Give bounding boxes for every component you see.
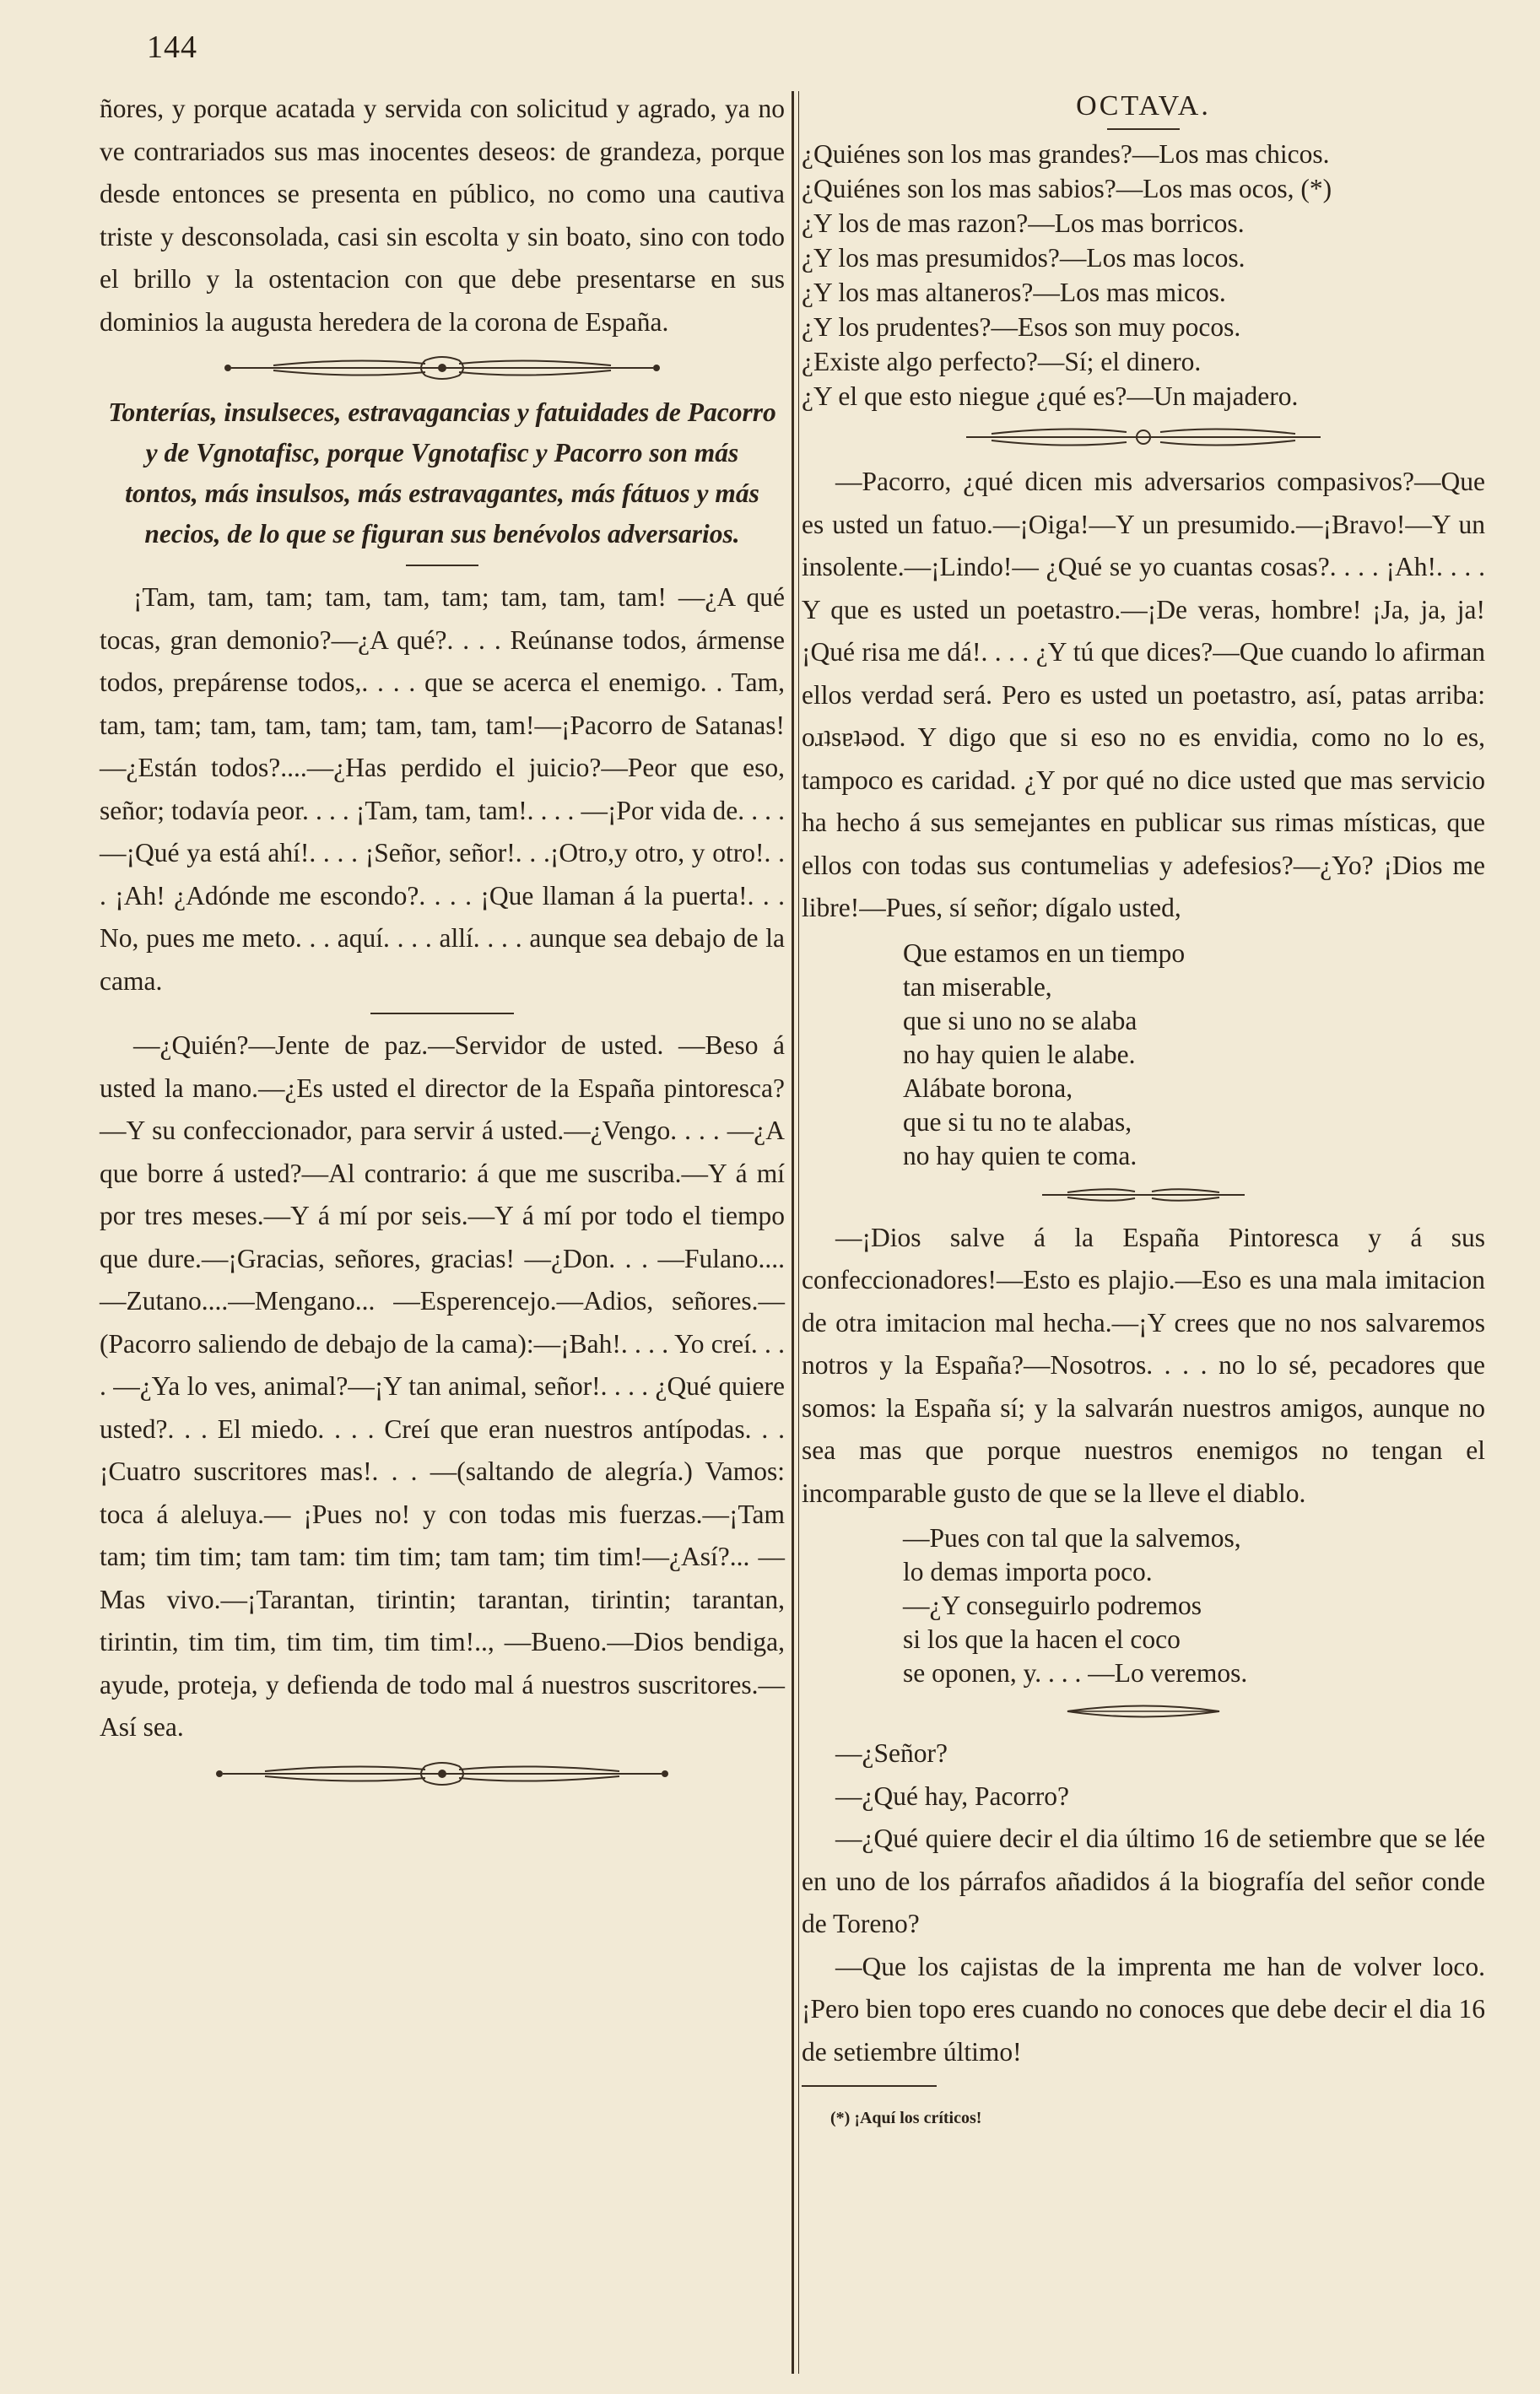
- verse-line: que si tu no te alabas,: [903, 1106, 1132, 1137]
- page-number: 144: [147, 30, 197, 65]
- short-rule: [1107, 128, 1180, 130]
- stanza-line: ¿Y los de mas razon?—Los mas borricos.: [802, 208, 1245, 238]
- stanza-line: ¿Y los mas altaneros?—Los mas micos.: [802, 278, 1226, 307]
- dialogue-line: —¿Qué quiere decir el dia último 16 de setiembre que se lée en uno de los párrafos añadidos á la biografía del señor conde de Toreno?: [802, 1824, 1485, 1938]
- stanza-line: ¿Y los mas presumidos?—Los mas locos.: [802, 243, 1246, 273]
- verse-line: si los que la hacen el coco: [903, 1624, 1181, 1654]
- dialogue-line: —Que los cajistas de la imprenta me han de volver loco. ¡Pero bien topo eres cuando no conoces que debe decir el dia 16 de setiembre último!: [802, 1951, 1485, 2067]
- footnote: (*) ¡Aquí los críticos!: [830, 2109, 982, 2127]
- octava-heading: OCTAVA.: [1076, 90, 1211, 122]
- verse-line: se oponen, y. . . . —Lo veremos.: [903, 1658, 1248, 1688]
- verse-line: no hay quien le alabe.: [903, 1039, 1136, 1069]
- short-rule: [406, 565, 478, 566]
- ornament-divider: [223, 355, 662, 381]
- verse-line: tan miserable,: [903, 971, 1052, 1002]
- dialogue-line: —¿Qué hay, Pacorro?: [835, 1781, 1069, 1811]
- verse-line: no hay quien te coma.: [903, 1140, 1137, 1170]
- verse-line: —Pues con tal que la salvemos,: [903, 1523, 1241, 1553]
- ornament-divider: [1059, 1702, 1228, 1721]
- verse-line: —¿Y conseguirlo podremos: [903, 1591, 1202, 1620]
- ornament-divider: [1034, 1185, 1253, 1205]
- stanza-line: ¿Quiénes son los mas grandes?—Los mas chicos.: [802, 139, 1330, 169]
- paragraph: —¿Quién?—Jente de paz.—Servidor de usted. —Beso á usted la mano.—¿Es usted el director de la España pintoresca?—Y su confeccionador, para servir á usted.—¿Vengo. . . . —¿A que borre á usted?—Al contrario: á que me suscriba.—Y á mí por tres meses.—Y á mí por seis.—Y á mí por todo el tiempo que dure.—¡Gracias, señores, gracias! —¿Don. . . —Fulano....—Zutano....—Mengano... —Esperencejo.—Adios, señores.—(Pacorro saliendo de debajo de la cama):—¡Bah!. . . . Yo creí. . . . —¿Ya lo ves, animal?—¡Y tan animal, señor!. . . . ¿Qué quiere usted?. . . El miedo. . . . Creí que eran nuestros antípodas. . . ¡Cuatro suscritores mas!. . . —(saltando de alegría.) Vamos: toca á aleluya.— ¡Pues no! y con todas mis fuerzas.—¡Tam tam; tim tim; tam tam: tim tim; tam tam; tim tim!—¿Así?... —Mas vivo.—¡Tarantan, tirintin; tarantan, tirintin; tarantan, tirintin, tim tim, tim tim, tim tim!.., —Bueno.—Dios bendiga, ayude, proteja, y defienda de todo mal á nuestros suscritores.—Así sea.: [100, 1030, 785, 1742]
- octava-stanza: [802, 137, 1485, 413]
- section-title: Tonterías, insulseces, estravagancias y fatuidades de Pacorro y de Vgnotafisc, porque Vgnotafisc y Pacorro son más tontos, más insulsos, más estravagantes, más fátuos y más necios, de lo que se figuran sus benévolos adversarios.: [108, 397, 776, 549]
- stanza-line: ¿Y los prudentes?—Esos son muy pocos.: [802, 312, 1241, 342]
- stanza-line: ¿Y el que esto niegue ¿qué es?—Un majadero.: [802, 381, 1299, 411]
- ornament-divider: [958, 425, 1329, 449]
- short-rule: [370, 1013, 514, 1014]
- footnote-rule: [802, 2085, 937, 2087]
- right-column: [802, 88, 1485, 2129]
- column-divider: [792, 91, 794, 2374]
- verse-line: Alábate borona,: [903, 1073, 1073, 1103]
- paragraph: —¡Dios salve á la España Pintoresca y á sus confeccionadores!—Esto es plajio.—Eso es una mala imitacion de otra imitacion mal hecha.—¡Y crees que no nos salvaremos notros y la España?—Nosotros. . . . no lo sé, pecadores que somos: la España sí; y la salvarán nuestros amigos, aunque no sea mas que porque nuestros enemigos no tengan el incomparable gusto de que se la lleve el diablo.: [802, 1222, 1485, 1508]
- verse: [802, 937, 1485, 1173]
- verse: [802, 1521, 1485, 1690]
- verse-line: que si uno no se alaba: [903, 1005, 1137, 1035]
- paragraph: ¡Tam, tam, tam; tam, tam, tam; tam, tam, tam! —¿A qué tocas, gran demonio?—¿A qué?. . . . Reúnanse todos, ármense todos, prepárense todos,. . . . que se acerca el enemigo. . Tam, tam, tam; tam, tam, tam; tam, tam, tam!—¡Pacorro de Satanas!—¿Están todos?....—¿Has perdido el juicio?—Peor que eso, señor; todavía peor. . . . ¡Tam, tam, tam!. . . . —¡Por vida de. . . . —¡Qué ya está ahí!. . . . ¡Señor, señor!. . .¡Otro,y otro, y otro!. . . ¡Ah! ¿Adónde me escondo?. . . . ¡Que llaman á la puerta!. . . No, pues me meto. . . aquí. . . . allí. . . . aunque sea debajo de la cama.: [100, 582, 785, 996]
- left-column: [100, 88, 785, 1798]
- column-divider-inner: [798, 91, 799, 2374]
- verse-line: lo demas importa poco.: [903, 1557, 1153, 1586]
- verse-line: Que estamos en un tiempo: [903, 938, 1186, 968]
- dialogue-line: —¿Señor?: [835, 1738, 948, 1768]
- stanza-line: ¿Existe algo perfecto?—Sí; el dinero.: [802, 347, 1202, 376]
- paragraph: ñores, y porque acatada y servida con solicitud y agrado, ya no ve contrariados sus mas inocentes deseos: de grandeza, porque desde entonces se presenta en público, no como una cautiva triste y desconsolada, casi sin escolta y sin boato, sino con todo el brillo y la ostentacion con que debe presentarse en sus dominios la augusta heredera de la corona de España.: [100, 94, 785, 337]
- stanza-line: ¿Quiénes son los mas sabios?—Los mas ocos, (*): [802, 174, 1332, 203]
- ornament-divider: [214, 1761, 670, 1786]
- paragraph: —Pacorro, ¿qué dicen mis adversarios compasivos?—Que es usted un fatuo.—¡Oiga!—Y un presumido.—¡Bravo!—Y un insolente.—¡Lindo!— ¿Qué se yo cuantas cosas?. . . . ¡Ah!. . . . Y que es usted un poetastro.—¡De veras, hombre! ¡Ja, ja, ja! ¡Qué risa me dá!. . . . ¿Y tú que dices?—Que cuando lo afirman ellos verdad será. Pero es usted un poetastro, así, patas arriba: oɹʇsɐʇǝod. Y digo que si eso no es envidia, como no lo es, tampoco es caridad. ¿Y por qué no dice usted que mas servicio ha hecho á sus semejantes en publicar sus rimas místicas, que ellos con todas sus contumelias y adefesios?—¿Yo? ¡Dios me libre!—Pues, sí señor; dígalo usted,: [802, 467, 1485, 922]
